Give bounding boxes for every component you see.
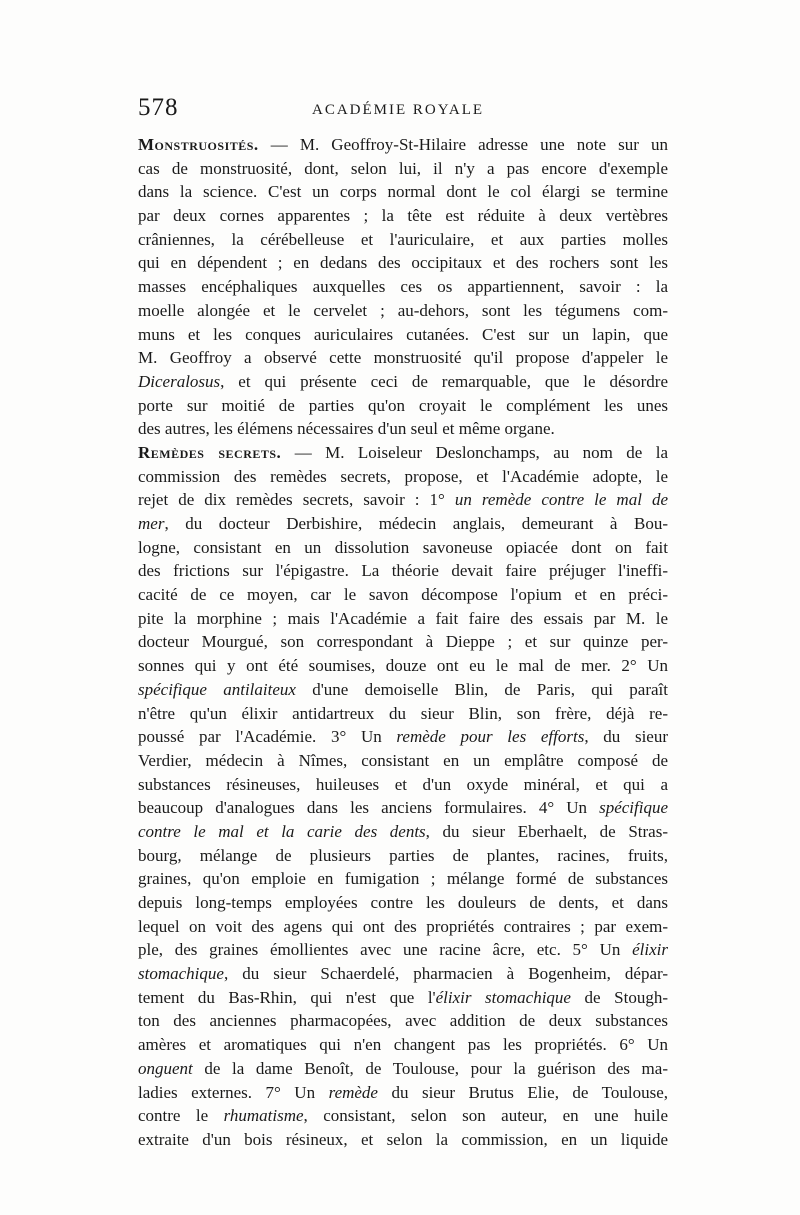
text-line <box>138 251 668 275</box>
italic-run: spécifique antilaiteux <box>138 679 296 699</box>
running-head: ACADÉMIE ROYALE <box>312 102 485 118</box>
text-run: qui en dépendent ; en dedans des occipitaux et des rochers sont les <box>138 253 668 273</box>
text-run: , consistant, selon son auteur, en une huile <box>303 1106 668 1126</box>
text-run: dans la science. C'est un corps normal dont le col élargi se termine <box>138 182 668 202</box>
text-run: des autres, les élémens nécessaires d'un seul et même organe. <box>138 419 555 439</box>
text-line <box>138 417 668 441</box>
text-run: Verdier, médecin à Nîmes, consistant en un emplâtre composé de <box>138 750 668 770</box>
italic-run: onguent <box>138 1058 193 1078</box>
text-line <box>138 986 668 1010</box>
text-line <box>138 891 668 915</box>
text-line <box>138 702 668 726</box>
text-run: docteur Mourgué, son correspondant à Dieppe ; et sur quinze per- <box>138 632 668 652</box>
text-run: , et qui présente ceci de remarquable, que le désordre <box>220 371 668 391</box>
text-run: , du sieur Eberhaelt, de Stras- <box>425 821 668 841</box>
text-run: du sieur Brutus Elie, de Toulouse, <box>377 1082 668 1102</box>
text-line <box>138 441 668 465</box>
text-line <box>138 725 668 749</box>
text-run: ple, des graines émollientes avec une racine âcre, etc. 5° Un <box>138 940 633 960</box>
text-run: tement du Bas-Rhin, qui n'est que l' <box>138 987 436 1007</box>
text-line <box>138 512 668 536</box>
page-number: 578 <box>138 94 179 121</box>
text-line <box>138 157 668 181</box>
italic-run: contre le mal et la carie des dents <box>138 821 426 841</box>
text-run: masses encéphaliques auxquelles ces os appartiennent, savoir : la <box>138 277 668 297</box>
text-line <box>138 204 668 228</box>
text-run: des frictions sur l'épigastre. La théorie devait faire préjuger l'ineffi- <box>138 561 668 581</box>
text-run: commission des remèdes secrets, propose, et l'Académie adopte, le <box>138 466 668 486</box>
text-line <box>138 583 668 607</box>
text-line <box>138 678 668 702</box>
text-run: substances résineuses, huileuses et d'un oxyde minéral, et qui a <box>138 774 668 794</box>
text-run: , du docteur Derbishire, médecin anglais, demeurant à Bou- <box>164 514 668 533</box>
text-run: beaucoup d'analogues dans les anciens formulaires. 4° Un <box>138 798 600 818</box>
text-line <box>138 133 668 157</box>
text-line <box>138 654 668 678</box>
text-run: — M. Geoffroy-St-Hilaire adresse une note sur un <box>270 135 669 154</box>
text-run: M. Geoffroy a observé cette monstruosité qu'il propose d'appeler le <box>138 348 668 368</box>
italic-run: élixir <box>632 940 668 960</box>
text-run: de Stough- <box>570 987 668 1007</box>
text-run: — M. Loiseleur Deslonchamps, au nom de la <box>294 442 668 462</box>
text-line <box>138 1081 668 1105</box>
italic-run: un remède contre le mal de <box>454 490 669 510</box>
italic-run: stomachique <box>138 964 224 984</box>
text-line <box>138 1104 668 1128</box>
text-run: pite la morphine ; mais l'Académie a fait faire des essais par M. le <box>138 608 668 628</box>
italic-run: Diceralosus <box>138 371 221 391</box>
text-run: muns et les conques auriculaires cutanées. C'est sur un lapin, que <box>138 324 668 344</box>
text-line <box>138 607 668 631</box>
text-run: rejet de dix remèdes secrets, savoir : 1° <box>138 490 455 510</box>
text-line <box>138 820 668 844</box>
text-line <box>138 915 668 939</box>
text-line <box>138 1128 668 1152</box>
italic-run: remède <box>328 1082 378 1102</box>
body-text <box>138 133 668 1152</box>
text-run: ladies externes. 7° Un <box>138 1082 329 1102</box>
text-line <box>138 180 668 204</box>
text-line <box>138 228 668 252</box>
text-run: sonnes qui y ont été soumises, douze ont eu le mal de mer. 2° Un <box>138 656 668 676</box>
page-header <box>138 94 668 124</box>
text-line <box>138 559 668 583</box>
text-run: depuis long-temps employées contre les douleurs de dents, et dans <box>138 893 668 912</box>
text-line <box>138 867 668 891</box>
text-line <box>138 773 668 797</box>
text-run: , du sieur <box>584 727 668 747</box>
text-run: de la dame Benoît, de Toulouse, pour la guérison des ma- <box>192 1058 668 1078</box>
text-run: ton des anciennes pharmacopées, avec addition de deux substances <box>138 1011 668 1031</box>
italic-run: spécifique <box>599 798 668 818</box>
text-line <box>138 346 668 370</box>
text-line <box>138 536 668 560</box>
text-line <box>138 370 668 394</box>
text-run: crâniennes, la cérébelleuse et l'auriculaire, et aux parties molles <box>138 229 668 249</box>
section-heading: Monstruosités. <box>138 135 259 154</box>
text-line <box>138 938 668 962</box>
text-run: , du sieur Schaerdelé, pharmacien à Bogenheim, dépar- <box>223 964 668 984</box>
italic-run: mer <box>138 514 165 533</box>
text-line <box>138 299 668 323</box>
italic-run: remède pour les efforts <box>396 727 585 747</box>
text-line <box>138 844 668 868</box>
text-run: extraite d'un bois résineux, et selon la commission, en un liquide <box>138 1129 668 1149</box>
text-run: contre le <box>138 1106 224 1126</box>
text-run: n'être qu'un élixir antidartreux du sieur Blin, son frère, déjà re- <box>138 703 668 723</box>
text-line <box>138 749 668 773</box>
text-run: logne, consistant en un dissolution savoneuse opiacée dont on fait <box>138 537 668 557</box>
text-line <box>138 962 668 986</box>
italic-run: élixir stomachique <box>435 987 571 1007</box>
text-run: lequel on voit des agens qui ont des propriétés contraires ; par exem- <box>138 916 668 936</box>
italic-run: rhumatisme <box>223 1106 304 1126</box>
text-run: porte sur moitié de parties qu'on croyait le complément les unes <box>138 395 668 415</box>
text-run: poussé par l'Académie. 3° Un <box>138 727 397 747</box>
text-run: moelle alongée et le cervelet ; au-dehors, sont les tégumens com- <box>138 300 668 320</box>
text-line <box>138 1057 668 1081</box>
section-heading: Remèdes secrets. <box>138 442 282 462</box>
text-line <box>138 1009 668 1033</box>
text-run: d'une demoiselle Blin, de Paris, qui paraît <box>295 679 668 699</box>
text-line <box>138 394 668 418</box>
text-run: amères et aromatiques qui n'en changent pas les propriétés. 6° Un <box>138 1035 668 1055</box>
text-line <box>138 323 668 347</box>
text-run: cas de monstruosité, dont, selon lui, il n'y a pas encore d'exemple <box>138 158 668 178</box>
text-run: graines, qu'on emploie en fumigation ; mélange formé de substances <box>138 869 668 889</box>
text-line <box>138 630 668 654</box>
text-line <box>138 275 668 299</box>
text-line <box>138 1033 668 1057</box>
text-line <box>138 488 668 512</box>
text-run: cacité de ce moyen, car le savon décompose l'opium et en préci- <box>138 585 668 605</box>
text-line <box>138 796 668 820</box>
text-line <box>138 465 668 489</box>
text-run: bourg, mélange de plusieurs parties de plantes, racines, fruits, <box>138 845 668 865</box>
text-run: par deux cornes apparentes ; la tête est réduite à deux vertèbres <box>138 206 668 226</box>
